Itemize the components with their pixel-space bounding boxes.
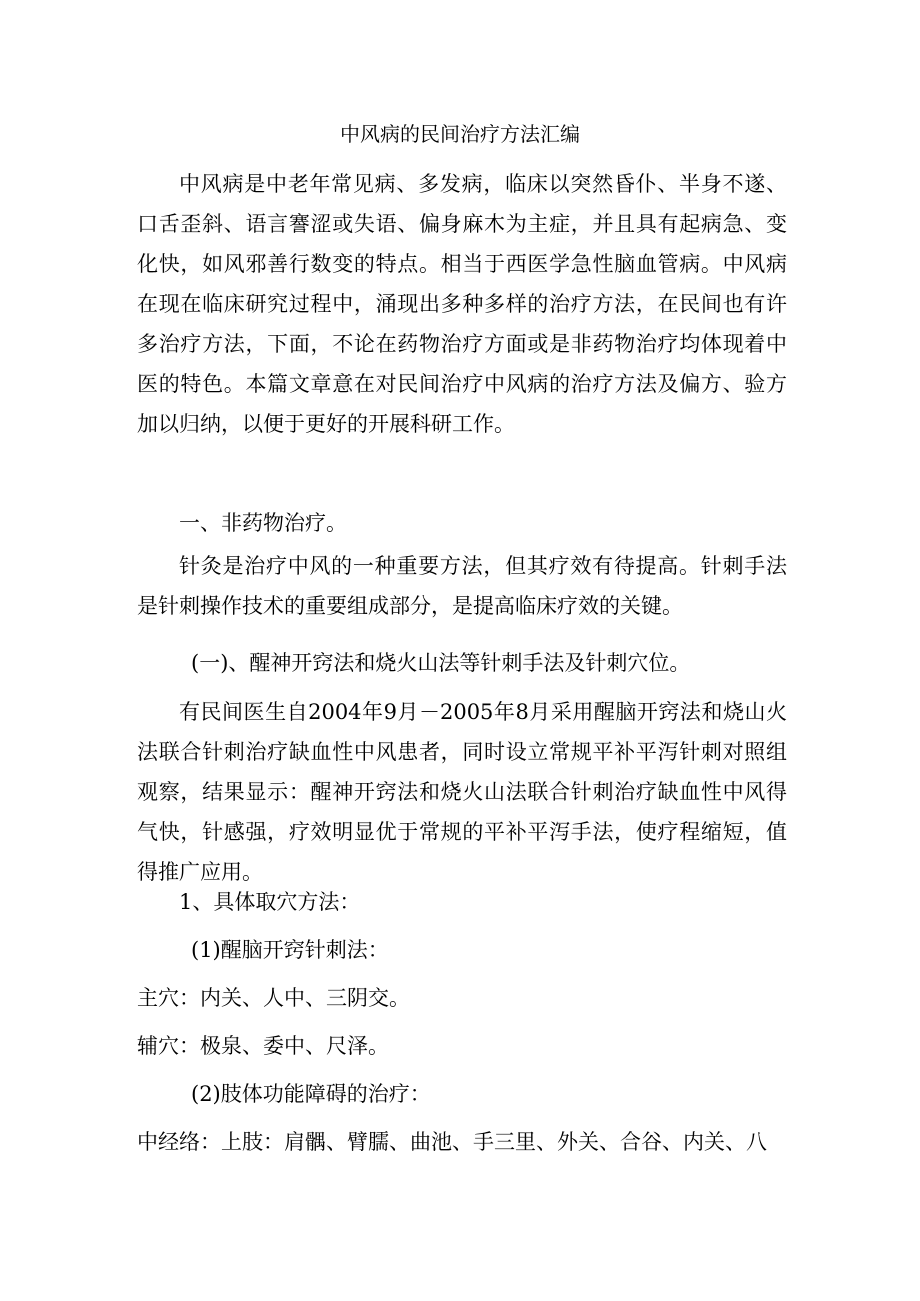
auxiliary-points-line: 辅穴：极泉、委中、尺泽。 (137, 1034, 389, 1058)
subsection-heading-technique: (一)、醒神开窍法和烧火山法等针刺手法及针刺穴位。 (191, 651, 691, 675)
acupuncture-paragraph: 针灸是治疗中风的一种重要方法，但其疗效有待提高。针刺手法是针刺操作技术的重要组成部分，是提高临床疗效的关键。 (137, 554, 787, 618)
item-heading-point-selection: 1、具体取穴方法： (179, 890, 361, 914)
item-heading-xingnao: (1)醒脑开窍针刺法： (191, 938, 389, 962)
meridian-points-line: 中经络：上肢：肩髃、臂臑、曲池、手三里、外关、合谷、内关、八 (137, 1130, 767, 1154)
study-paragraph: 有民间医生自2004年9月－2005年8月采用醒脑开窍法和烧山火法联合针刺治疗缺血性中风患者，同时设立常规平补平泻针刺对照组观察，结果显示：醒神开窍法和烧火山法联合针刺治疗缺血性中风得气快，针感强，疗效明显优于常规的平补平泻手法，使疗程缩短，值得推广应用。 (137, 700, 787, 884)
intro-paragraph: 中风病是中老年常见病、多发病，临床以突然昏仆、半身不遂、口舌歪斜、语言謇涩或失语、偏身麻木为主症，并且具有起病急、变化快，如风邪善行数变的特点。相当于西医学急性脑血管病。中风病在现在临床研究过程中，涌现出多种多样的治疗方法，在民间也有许多治疗方法，下面，不论在药物治疗方面或是非药物治疗均体现着中医的特色。本篇文章意在对民间治疗中风病的治疗方法及偏方、验方加以归纳，以便于更好的开展科研工作。 (137, 172, 787, 436)
item-heading-limb-dysfunction: (2)肢体功能障碍的治疗： (191, 1082, 431, 1106)
section-heading-non-drug: 一、非药物治疗。 (179, 511, 347, 535)
main-points-line: 主穴：内关、人中、三阴交。 (137, 986, 410, 1010)
document-title: 中风病的民间治疗方法汇编 (340, 122, 580, 146)
